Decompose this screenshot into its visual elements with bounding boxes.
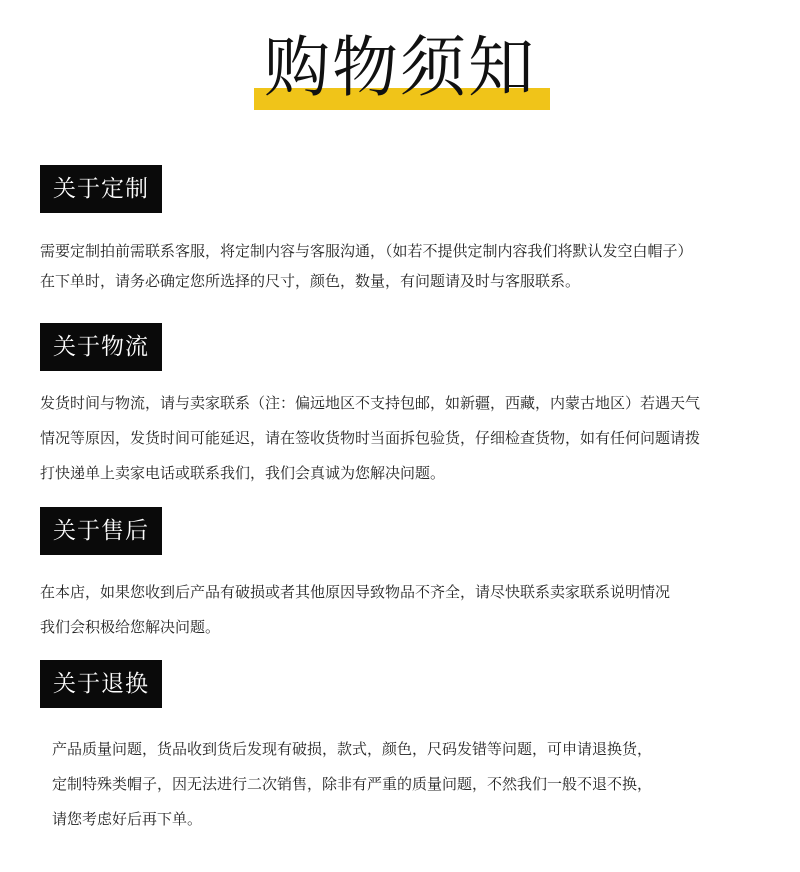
body-line: 情况等原因，发货时间可能延迟，请在签收货物时当面拆包验货，仔细检查货物，如有任何问题请拨: [40, 429, 701, 447]
section-body-after-sales: [40, 575, 780, 645]
section-body-customization: [40, 236, 780, 296]
body-line: 需要定制拍前需联系客服，将定制内容与客服沟通，（如若不提供定制内容我们将默认发空白帽子）: [40, 242, 693, 260]
section-body-returns: [52, 732, 792, 837]
body-line: 我们会积极给您解决问题。: [40, 618, 221, 636]
section-body-logistics: [40, 386, 780, 491]
section-heading-after-sales: 关于售后: [40, 507, 162, 555]
body-line: 请您考虑好后再下单。: [52, 810, 203, 828]
page-title: 购物须知: [264, 29, 536, 106]
section-heading-returns: 关于退换: [40, 660, 162, 708]
section-heading-logistics: 关于物流: [40, 323, 162, 371]
body-line: 在下单时，请务必确定您所选择的尺寸，颜色，数量，有问题请及时与客服联系。: [40, 272, 581, 290]
body-line: 产品质量问题，货品收到货后发现有破损，款式，颜色，尺码发错等问题，可申请退换货，: [52, 740, 653, 758]
body-line: 定制特殊类帽子，因无法进行二次销售，除非有严重的质量问题，不然我们一般不退不换，: [52, 775, 653, 793]
section-heading-customization: 关于定制: [40, 165, 162, 213]
page-header: [0, 18, 800, 118]
body-line: 打快递单上卖家电话或联系我们，我们会真诚为您解决问题。: [40, 464, 446, 482]
body-line: 在本店，如果您收到后产品有破损或者其他原因导致物品不齐全，请尽快联系卖家联系说明情况: [40, 583, 671, 601]
body-line: 发货时间与物流，请与卖家联系（注：偏远地区不支持包邮，如新疆，西藏，内蒙古地区）若遇天气: [40, 394, 701, 412]
